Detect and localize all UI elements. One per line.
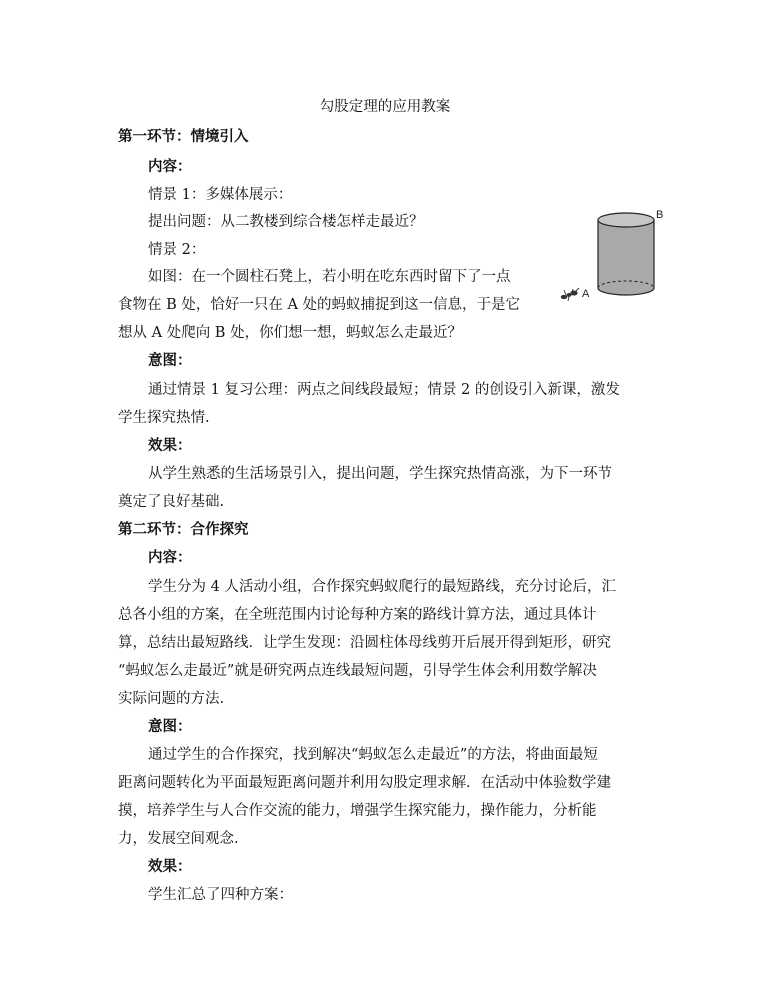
cylinder-top <box>598 213 654 227</box>
scene2-line: 想从 A 处爬向 B 处，你们想一想，蚂蚁怎么走最近？ <box>118 325 463 341</box>
section2-content-line: 实际问题的方法. <box>118 691 225 707</box>
question-text: 提出问题：从二教楼到综合楼怎样走最近？ <box>148 214 424 230</box>
section1-intent-line: 学生探究热情. <box>118 410 210 426</box>
ant-icon <box>561 288 579 301</box>
section2-content-line: 算，总结出最短路线．让学生发现：沿圆柱体母线剪开后展开得到矩形，研究 <box>118 635 611 651</box>
section1-intent-label: 意图： <box>148 352 192 369</box>
document-title: 勾股定理的应用教案 <box>319 99 451 115</box>
point-a-label: A <box>582 288 590 300</box>
section2-intent-line: 通过学生的合作探究，找到解决“蚂蚁怎么走最近”的方法，将曲面最短 <box>148 747 598 763</box>
cylinder-figure <box>560 202 670 307</box>
section1-content-label: 内容： <box>148 158 192 175</box>
section1-effect-line: 奠定了良好基础. <box>118 494 225 510</box>
section1-intent-line: 通过情景 1 复习公理：两点之间线段最短；情景 2 的创设引入新课，激发 <box>148 382 620 398</box>
scene1-text: 情景 1：多媒体展示： <box>148 187 293 203</box>
section1-heading: 第一环节：情境引入 <box>118 128 249 145</box>
section2-content-line: “蚂蚁怎么走最近”就是研究两点连线最短问题，引导学生体会利用数学解决 <box>118 663 597 679</box>
point-b-label: B <box>656 209 664 221</box>
section2-intent-line: 力，发展空间观念. <box>118 831 239 847</box>
section2-content-line: 总各小组的方案，在全班范围内讨论每种方案的路线计算方法，通过具体计 <box>118 607 597 623</box>
section2-effect-label: 效果： <box>148 858 192 875</box>
scene2-line: 如图：在一个圆柱石凳上，若小明在吃东西时留下了一点 <box>148 269 511 285</box>
section1-effect-line: 从学生熟悉的生活场景引入，提出问题，学生探究热情高涨，为下一环节 <box>148 466 612 482</box>
section2-content-label: 内容： <box>148 549 192 566</box>
section1-effect-label: 效果： <box>148 437 192 454</box>
section2-heading: 第二环节：合作探究 <box>118 521 249 538</box>
section2-effect-line: 学生汇总了四种方案： <box>148 887 293 903</box>
scene2-line: 食物在 B 处，恰好一只在 A 处的蚂蚁捕捉到这一信息，于是它 <box>118 297 521 313</box>
cylinder-body <box>598 220 654 295</box>
scene2-label: 情景 2： <box>148 242 206 258</box>
section2-intent-label: 意图： <box>148 718 192 735</box>
section2-intent-line: 摸，培养学生与人合作交流的能力，增强学生探究能力，操作能力，分析能 <box>118 803 597 819</box>
section2-content-line: 学生分为 4 人活动小组，合作探究蚂蚁爬行的最短路线，充分讨论后，汇 <box>148 579 616 595</box>
section2-intent-line: 距离问题转化为平面最短距离问题并利用勾股定理求解．在活动中体验数学建 <box>118 775 611 791</box>
